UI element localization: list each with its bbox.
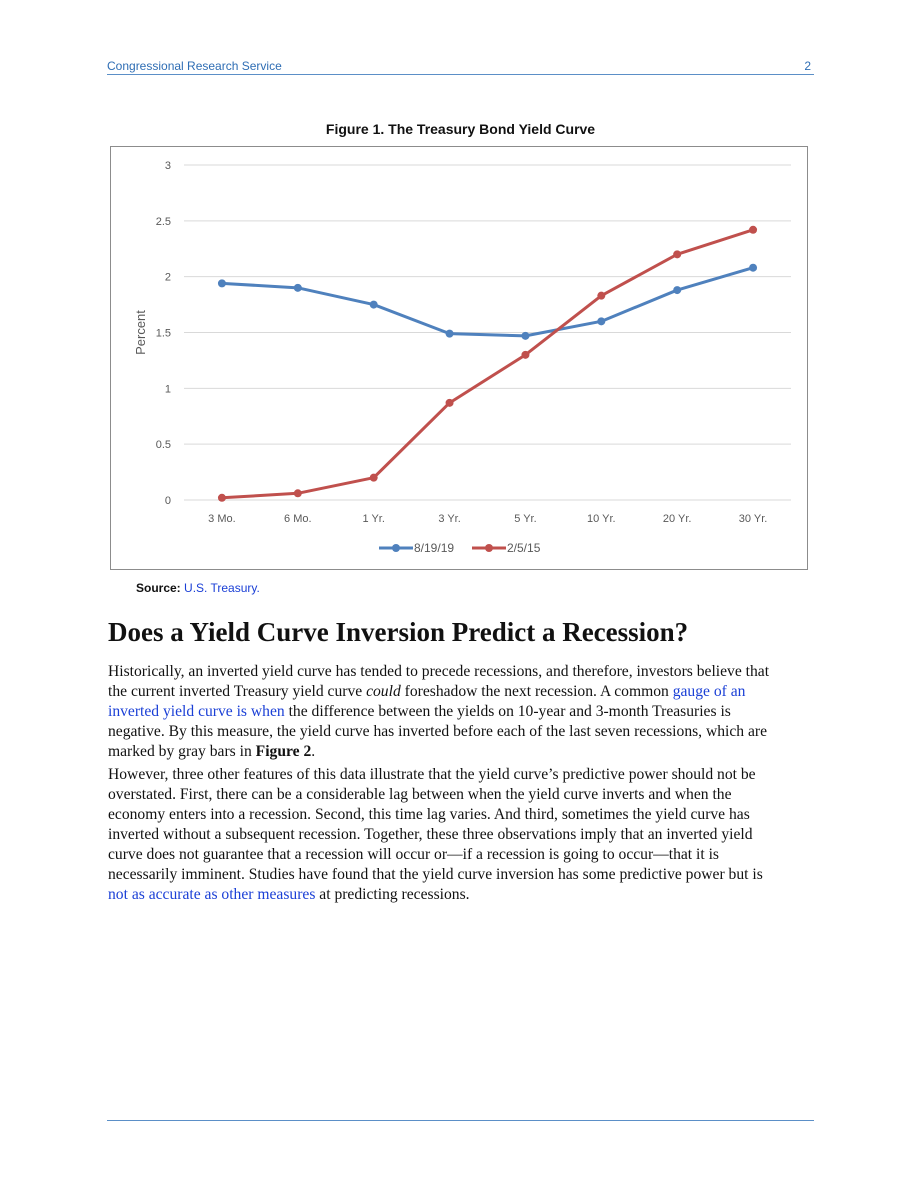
gauge-link-part2[interactable]: inverted yield curve is when bbox=[108, 703, 285, 720]
footer-rule bbox=[107, 1120, 814, 1121]
data-point bbox=[673, 286, 681, 294]
y-axis-label: Percent bbox=[133, 310, 148, 355]
chart-svg bbox=[111, 147, 809, 571]
x-tick-label: 30 Yr. bbox=[738, 513, 768, 525]
x-tick-label: 3 Yr. bbox=[438, 513, 461, 525]
data-point bbox=[521, 332, 529, 340]
x-tick-label: 20 Yr. bbox=[662, 513, 692, 525]
figure-source bbox=[136, 581, 260, 595]
p2-line6: necessarily imminent. Studies have found that the yield curve inversion has some predictive power but is bbox=[108, 866, 763, 883]
data-point bbox=[749, 226, 757, 234]
y-tick-label: 2.5 bbox=[155, 215, 171, 228]
source-label: Source: bbox=[136, 581, 181, 595]
p2-line7b: at predicting recessions. bbox=[315, 886, 470, 903]
data-point bbox=[370, 474, 378, 482]
paragraph-2 bbox=[108, 765, 814, 905]
legend-label: 2/5/15 bbox=[507, 541, 541, 555]
p1-line1: Historically, an inverted yield curve has tended to precede recessions, and therefore, investors believe that bbox=[108, 663, 770, 680]
x-tick-label: 6 Mo. bbox=[284, 513, 312, 525]
p1-line5b: . bbox=[311, 743, 316, 760]
p1-line2a: the current inverted Treasury yield curve bbox=[108, 683, 367, 700]
data-point bbox=[597, 317, 605, 325]
data-point bbox=[597, 292, 605, 300]
data-point bbox=[749, 264, 757, 272]
x-tick-label: 5 Yr. bbox=[514, 513, 537, 525]
data-point bbox=[218, 279, 226, 287]
legend-label: 8/19/19 bbox=[414, 541, 455, 555]
data-point bbox=[673, 250, 681, 258]
p2-line2: overstated. First, there can be a considerable lag between when the yield curve inverts and when the bbox=[108, 786, 732, 803]
p2-line1: However, three other features of this data illustrate that the yield curve’s predictive power should not be bbox=[108, 766, 756, 783]
p1-figure2-ref: Figure 2 bbox=[255, 743, 312, 760]
y-tick-label: 1 bbox=[164, 383, 171, 396]
data-point bbox=[294, 284, 302, 292]
data-point bbox=[370, 301, 378, 309]
paragraph-1 bbox=[108, 662, 814, 762]
series-line-2/5/15 bbox=[222, 230, 753, 498]
p1-line5a: marked by gray bars in bbox=[108, 743, 256, 760]
data-point bbox=[446, 330, 454, 338]
header-page-number: 2 bbox=[804, 59, 811, 73]
p1-line3b: the difference between the yields on 10-year and 3-month Treasuries is bbox=[284, 703, 731, 720]
page-header bbox=[107, 58, 814, 75]
p1-italic-could: could bbox=[366, 683, 401, 700]
data-point bbox=[218, 494, 226, 502]
source-link[interactable]: U.S. Treasury. bbox=[184, 581, 260, 595]
y-tick-label: 0.5 bbox=[155, 439, 171, 452]
data-point bbox=[446, 399, 454, 407]
p1-line4: negative. By this measure, the yield curve has inverted before each of the last seven recessions, which are bbox=[108, 723, 768, 740]
y-tick-label: 0 bbox=[164, 495, 171, 507]
p2-line3: economy enters into a recession. Second, this time lag varies. And third, sometimes the yield curve has bbox=[108, 806, 750, 823]
figure-title: Figure 1. The Treasury Bond Yield Curve bbox=[325, 121, 596, 137]
y-tick-label: 1.5 bbox=[155, 327, 171, 340]
y-tick-label: 2 bbox=[164, 271, 171, 284]
x-tick-label: 10 Yr. bbox=[587, 513, 616, 525]
y-tick-label: 3 bbox=[164, 160, 171, 172]
yield-curve-chart bbox=[110, 146, 808, 570]
series-line-8/19/19 bbox=[222, 268, 753, 336]
legend-marker bbox=[485, 544, 493, 552]
data-point bbox=[521, 351, 529, 359]
p2-line4: inverted without a subsequent recession. Together, these three observations imply that an inverted yield bbox=[108, 826, 753, 843]
header-org: Congressional Research Service bbox=[107, 59, 282, 73]
x-tick-label: 1 Yr. bbox=[362, 513, 385, 525]
legend-marker bbox=[392, 544, 400, 552]
p1-line2b: foreshadow the next recession. A common bbox=[400, 683, 673, 700]
p2-line5: curve does not guarantee that a recession will occur or—if a recession is going to occur—that it is bbox=[108, 846, 719, 863]
gauge-link-part1[interactable]: gauge of an bbox=[672, 683, 746, 700]
section-heading: Does a Yield Curve Inversion Predict a Recession? bbox=[108, 617, 689, 647]
data-point bbox=[294, 489, 302, 497]
accuracy-link[interactable]: not as accurate as other measures bbox=[108, 886, 316, 903]
x-tick-label: 3 Mo. bbox=[208, 513, 236, 525]
